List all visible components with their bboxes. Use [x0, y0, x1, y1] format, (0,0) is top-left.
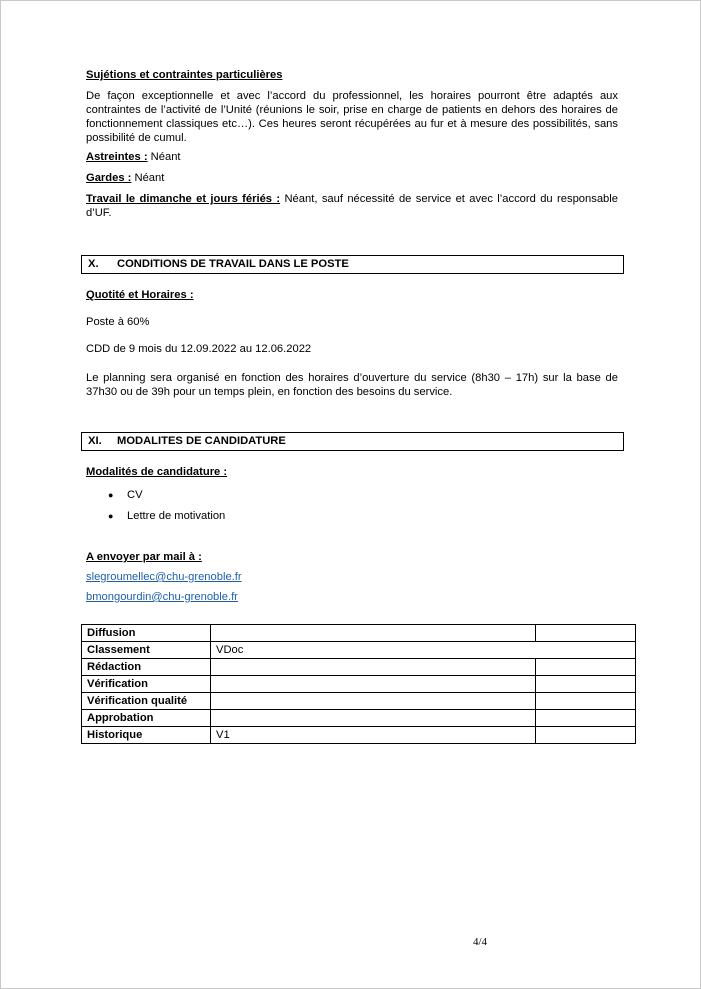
- bullet-icon: ●: [108, 511, 114, 521]
- section-x-title: CONDITIONS DE TRAVAIL DANS LE POSTE: [117, 258, 349, 270]
- table-row: [82, 642, 636, 659]
- table-row: [82, 727, 636, 744]
- row-extra: [536, 676, 636, 693]
- row-label: Approbation: [82, 710, 211, 727]
- astreintes-value: Néant: [147, 151, 181, 163]
- quotite-heading: Quotité et Horaires :: [86, 289, 194, 301]
- row-value: [211, 659, 536, 676]
- page-number: 4/4: [473, 936, 488, 948]
- row-label: Vérification qualité: [82, 693, 211, 710]
- gardes-value: Néant: [131, 172, 165, 184]
- list-item: Lettre de motivation: [127, 510, 226, 522]
- row-value: [211, 676, 536, 693]
- table-row: [82, 693, 636, 710]
- astreintes-label: Astreintes :: [86, 151, 148, 163]
- dimanche-label: Travail le dimanche et jours fériés :: [86, 193, 281, 205]
- row-value: VDoc: [211, 642, 636, 659]
- row-label: Diffusion: [82, 625, 211, 642]
- row-label: Historique: [82, 727, 211, 744]
- table-row: [82, 676, 636, 693]
- astreintes-line: [86, 151, 181, 163]
- gardes-label: Gardes :: [86, 172, 132, 184]
- dimanche-paragraph: [86, 192, 618, 220]
- row-extra: [536, 710, 636, 727]
- email-link-2[interactable]: bmongourdin@chu-grenoble.fr: [86, 591, 238, 603]
- row-extra: [536, 659, 636, 676]
- document-metadata-table: [81, 624, 636, 744]
- row-extra: [536, 625, 636, 642]
- section-xi-number: XI.: [88, 435, 102, 447]
- row-value: [211, 625, 536, 642]
- dimanche-value: Néant, sauf nécessité de service et avec l’accord du responsable d’UF.: [86, 193, 618, 219]
- row-value: [211, 693, 536, 710]
- planning-text: Le planning sera organisé en fonction des horaires d’ouverture du service (8h30 – 17h) sur la base de 37h30 ou de 39h pour un temps plein, en fonction des besoins du service.: [86, 372, 618, 398]
- row-label: Classement: [82, 642, 211, 659]
- list-item: CV: [127, 489, 143, 501]
- send-label: A envoyer par mail à :: [86, 551, 202, 563]
- row-extra: [536, 727, 636, 744]
- section-xi-header: [81, 432, 624, 451]
- section-x-header: [81, 255, 624, 274]
- cdd-text: CDD de 9 mois du 12.09.2022 au 12.06.2022: [86, 343, 312, 355]
- bullet-icon: ●: [108, 490, 114, 500]
- email-link-1[interactable]: slegroumellec@chu-grenoble.fr: [86, 571, 242, 583]
- row-extra: [536, 693, 636, 710]
- row-label: Vérification: [82, 676, 211, 693]
- sujetions-body: De façon exceptionnelle et avec l’accord du professionnel, les horaires pourront être adaptés aux contraintes de l’activité de l’Unité (réunions le soir, prise en charge de patients en dehors des horaires de fonctionnement classiques etc…). Ces heures seront récupérées au fur et à mesure des possibilités, sans possibilité de cumul.: [86, 90, 618, 144]
- table-row: [82, 659, 636, 676]
- section-x-number: X.: [88, 258, 99, 270]
- section-xi-title: MODALITES DE CANDIDATURE: [117, 435, 286, 447]
- row-value: [211, 710, 536, 727]
- modalites-heading: Modalités de candidature :: [86, 466, 228, 478]
- sujetions-heading: Sujétions et contraintes particulières: [86, 69, 283, 81]
- gardes-line: [86, 172, 164, 184]
- table-row: [82, 710, 636, 727]
- table-row: [82, 625, 636, 642]
- row-label: Rédaction: [82, 659, 211, 676]
- quotite-text: Poste à 60%: [86, 316, 150, 328]
- row-value: V1: [211, 727, 536, 744]
